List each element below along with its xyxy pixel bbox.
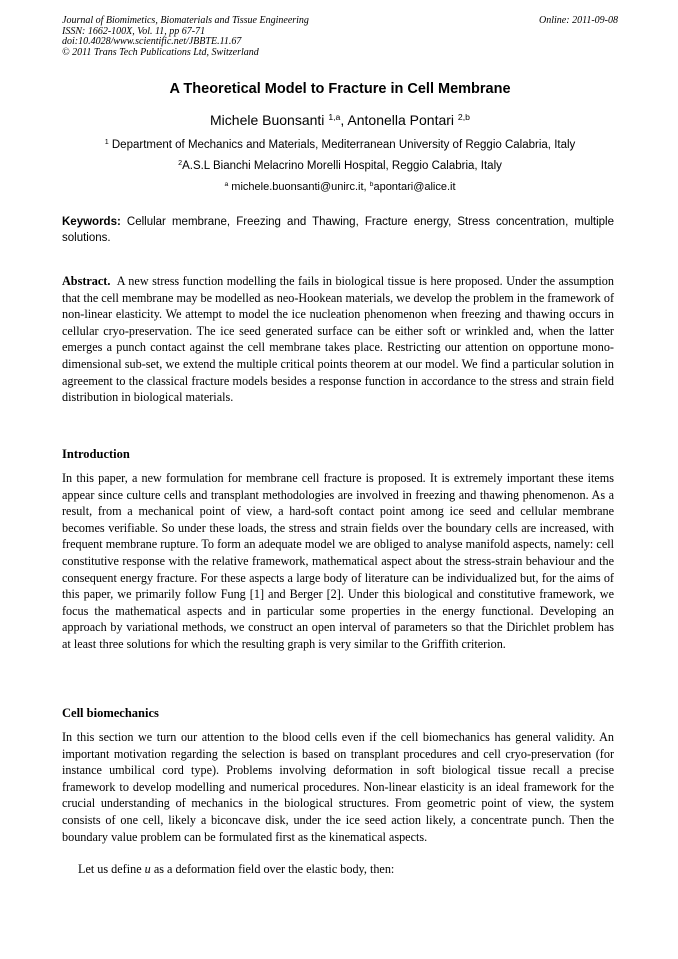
journal-header — [62, 16, 618, 58]
abstract-paragraph — [62, 273, 614, 406]
introduction-paragraph: In this paper, a new formulation for membrane cell fracture is proposed. It is extremely important these items appear since culture cells and transplant methodologies are involved in freezing and thawing phenomenon. As a result, from a mechanical point of view, a hard-soft contact point among ice seed and cellular membrane becomes verifiable. So under these loads, the stress and strain fields over the boundary cells are increased, with frequent membrane rupture. To form an adequate model we are obliged to analyse manifold aspects, namely: cell constitutive response with the relative framework, mathematical aspect about the stress-strain behaviour and the consequent energy fracture. For these aspects a large body of literature can be individualized but, for the aims of this paper, we primarily follow Fung [1] and Berger [2]. Under this biological and constitutive framework, we focus the mathematical aspects and in particular some properties in the energy functional. Developing an approach by variational methods, we construct an open interval of parameters so that the Dirichlet problem has at least three solutions for which the resulting graph is very similar to the Griffith criterion. — [62, 471, 614, 651]
keywords-paragraph — [62, 214, 614, 246]
author-list — [62, 112, 618, 128]
online-date: Online: 2011-09-08 — [539, 15, 618, 26]
affiliation-1-mark: 1 — [104, 138, 109, 147]
journal-doi: doi:10.4028/www.scientific.net/JBBTE.11.67 — [62, 36, 242, 47]
email-b-mark: b — [369, 181, 374, 189]
email-line — [62, 181, 618, 193]
definition-lead: Let us define — [78, 862, 145, 876]
author-1-marks: 1,a — [328, 112, 341, 123]
definition-tail: as a deformation field over the elastic body, then: — [150, 862, 395, 876]
journal-issn: ISSN: 1662-100X, Vol. 11, pp 67-71 — [62, 25, 206, 37]
keywords-label: Keywords: — [62, 216, 121, 228]
email-a-mark: a — [224, 181, 229, 189]
paper-title: A Theoretical Model to Fracture in Cell Membrane — [169, 81, 511, 97]
journal-name: Journal of Biomimetics, Biomaterials and Tissue Engineering — [62, 15, 309, 26]
keywords-text: Cellular membrane, Freezing and Thawing, Fracture energy, Stress concentration, multiple solutions. — [62, 216, 614, 244]
email-b[interactable]: apontari@alice.it — [373, 181, 456, 193]
abstract-label: Abstract. — [62, 274, 111, 288]
cell-biomechanics-heading: Cell biomechanics — [62, 706, 159, 720]
affiliation-1-text: Department of Mechanics and Materials, Mediterranean University of Reggio Calabria, Italy — [111, 139, 576, 151]
journal-copyright: © 2011 Trans Tech Publications Ltd, Switzerland — [62, 46, 259, 58]
affiliation-1 — [62, 139, 618, 151]
introduction-heading: Introduction — [62, 447, 130, 461]
author-1: Michele Buonsanti — [210, 112, 325, 128]
author-separator: , — [340, 112, 348, 128]
author-2-marks: 2,b — [457, 112, 470, 123]
abstract-text: A new stress function modelling the fails in biological tissue is here proposed. Under the assumption that the cell membrane may be modelled as neo-Hookean materials, we develop the problem in the framework of non-linear elasticity. We attempt to model the ice nucleation phenomenon when freezing and thawing occurs in cellular cryo-preservation. The ice seed generated surface can be either soft or wrinkled and, when the latter emerges a punch contact against the cell membrane takes place. Restricting our attention on opportune mono-dimensional sub-set, we extend the multiple critical points theorem at our model. We find a particular solution in agreement to the classical fracture models besides a response function in accordance to the stress and strain field distribution in biological materials. — [62, 274, 614, 405]
affiliation-2 — [62, 160, 618, 172]
affiliation-2-mark: 2 — [178, 159, 183, 168]
affiliation-2-text: A.S.L Bianchi Melacrino Morelli Hospital, Reggio Calabria, Italy — [182, 160, 502, 172]
author-2: Antonella Pontari — [347, 112, 455, 128]
deformation-definition-line — [78, 862, 618, 877]
deformation-variable: u — [144, 862, 151, 876]
email-a[interactable]: michele.buonsanti@unirc.it, — [231, 181, 367, 193]
cell-biomechanics-paragraph: In this section we turn our attention to the blood cells even if the cell biomechanics has general validity. An important motivation regarding the selection is based on transplant procedures and cell cryo-preservation (for instance umbilical cord type). Problems involving deformation in soft biological tissue recall a precise framework to develop modelling and numerical procedures. Non-linear elasticity is an ideal framework for the crucial understanding of mechanics in the biological structures. From geometric point of view, the system consists of one cell, likely a biconcave disk, under the ice seed action likely, a concentrate punch. Then the boundary value problem can be formulated first as the kinematical aspects. — [62, 730, 614, 844]
